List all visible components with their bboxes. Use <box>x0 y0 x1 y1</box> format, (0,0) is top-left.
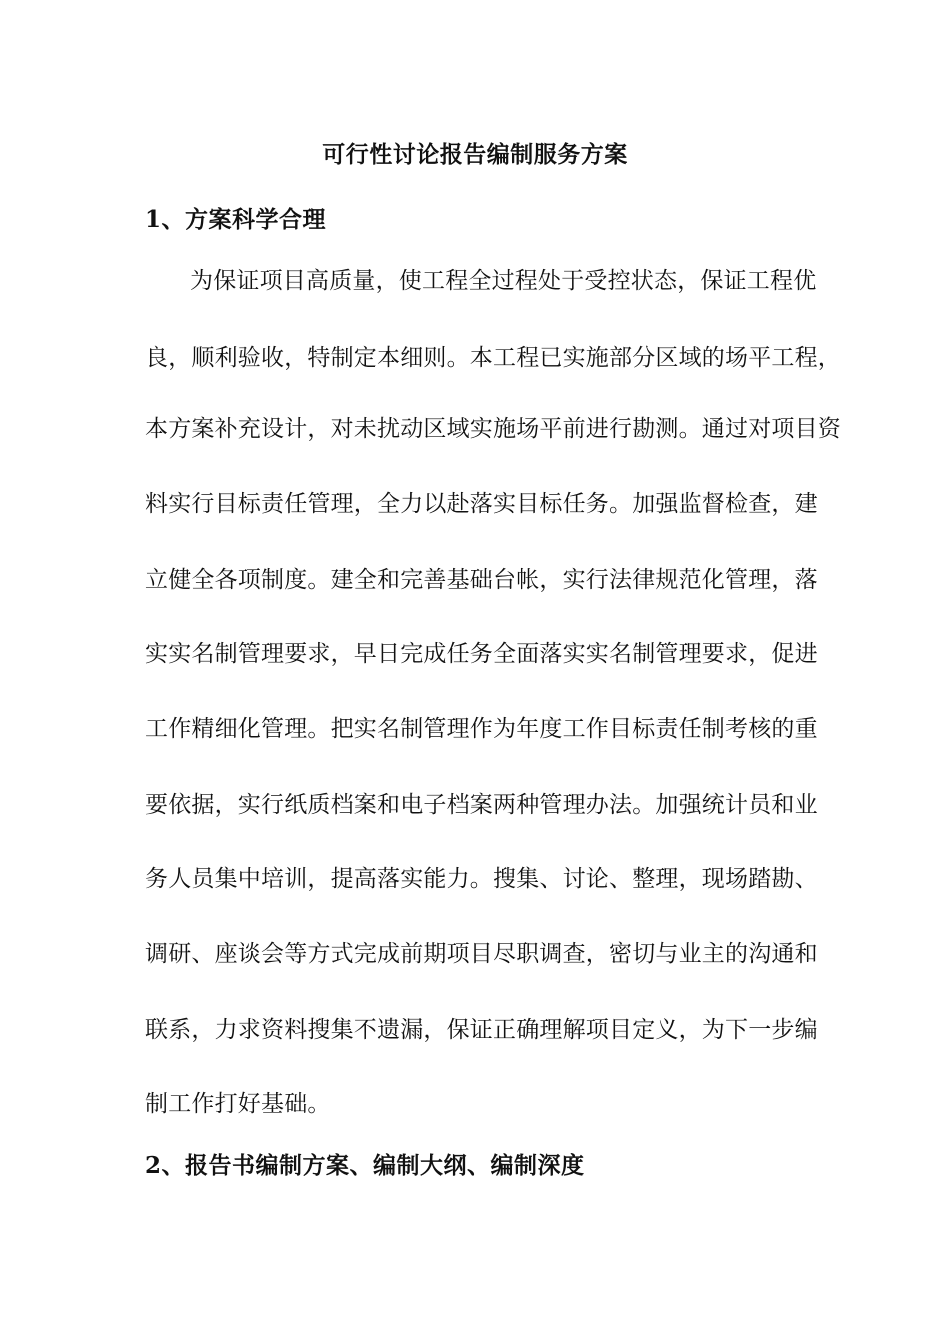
section-heading-2: 2、报告书编制方案、编制大纲、编制深度 <box>145 1152 585 1179</box>
paragraph-line: 立健全各项制度。建全和完善基础台帐，实行法律规范化管理，落 <box>145 567 818 593</box>
section-heading-1: 1、方案科学合理 <box>145 206 327 233</box>
paragraph-line: 为保证项目高质量，使工程全过程处于受控状态，保证工程优 <box>190 268 817 294</box>
paragraph-line: 联系，力求资料搜集不遗漏，保证正确理解项目定义，为下一步编 <box>145 1017 818 1043</box>
paragraph-line: 工作精细化管理。把实名制管理作为年度工作目标责任制考核的重 <box>145 716 818 742</box>
paragraph-line: 本方案补充设计，对未扰动区域实施场平前进行勘测。通过对项目资 <box>145 416 841 442</box>
paragraph-line: 制工作打好基础。 <box>145 1091 331 1117</box>
paragraph-line: 良，顺利验收，特制定本细则。本工程已实施部分区域的场平工程， <box>145 345 841 371</box>
paragraph-line: 料实行目标责任管理，全力以赴落实目标任务。加强监督检查，建 <box>145 491 818 517</box>
paragraph-line: 实实名制管理要求，早日完成任务全面落实实名制管理要求，促进 <box>145 641 818 667</box>
document-title: 可行性讨论报告编制服务方案 <box>322 141 628 168</box>
paragraph-line: 务人员集中培训，提高落实能力。搜集、讨论、整理，现场踏勘、 <box>145 866 818 892</box>
paragraph-line: 调研、座谈会等方式完成前期项目尽职调查，密切与业主的沟通和 <box>145 941 818 967</box>
paragraph-line: 要依据，实行纸质档案和电子档案两种管理办法。加强统计员和业 <box>145 792 818 818</box>
